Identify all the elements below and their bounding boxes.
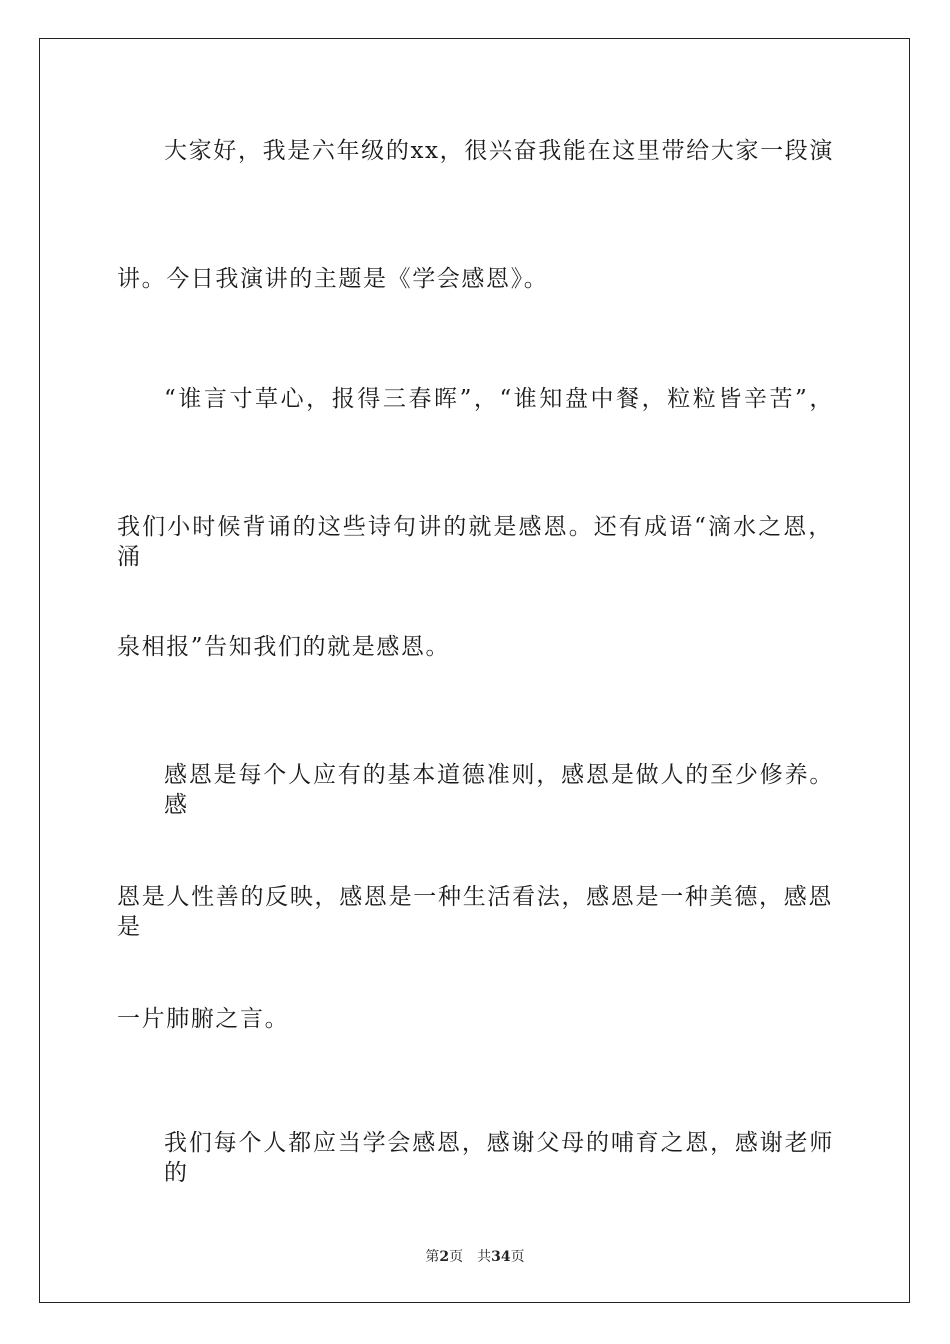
paragraph-1-line-2: 讲。今日我演讲的主题是《学会感恩》。 (117, 266, 549, 292)
paragraph-2-line-1: “谁言寸草心，报得三春晖”，“谁知盘中餐，粒粒皆辛苦”， (164, 386, 834, 412)
paragraph-2-line-2: 我们小时候背诵的这些诗句讲的就是感恩。还有成语“滴水之恩，涌 (117, 514, 833, 570)
page-suffix: 页 (449, 1249, 464, 1265)
paragraph-2-line-3: 泉相报”告知我们的就是感恩。 (117, 634, 451, 660)
page-border (39, 38, 910, 1303)
paragraph-3-line-1: 感恩是每个人应有的基本道德准则，感恩是做人的至少修养。感 (164, 762, 834, 818)
total-prefix: 共 (477, 1249, 492, 1265)
page-number: 2 (439, 1249, 450, 1265)
page-prefix: 第 (425, 1249, 440, 1265)
paragraph-4-line-1: 我们每个人都应当学会感恩，感谢父母的哺育之恩，感谢老师的 (164, 1130, 834, 1186)
paragraph-3-line-3: 一片肺腑之言。 (117, 1006, 290, 1032)
total-pages: 34 (491, 1249, 511, 1265)
total-suffix: 页 (510, 1249, 525, 1265)
paragraph-1-line-1: 大家好，我是六年级的xx，很兴奋我能在这里带给大家一段演 (164, 138, 834, 164)
page-footer (0, 1247, 950, 1267)
paragraph-3-line-2: 恩是人性善的反映，感恩是一种生活看法，感恩是一种美德，感恩是 (117, 884, 833, 940)
